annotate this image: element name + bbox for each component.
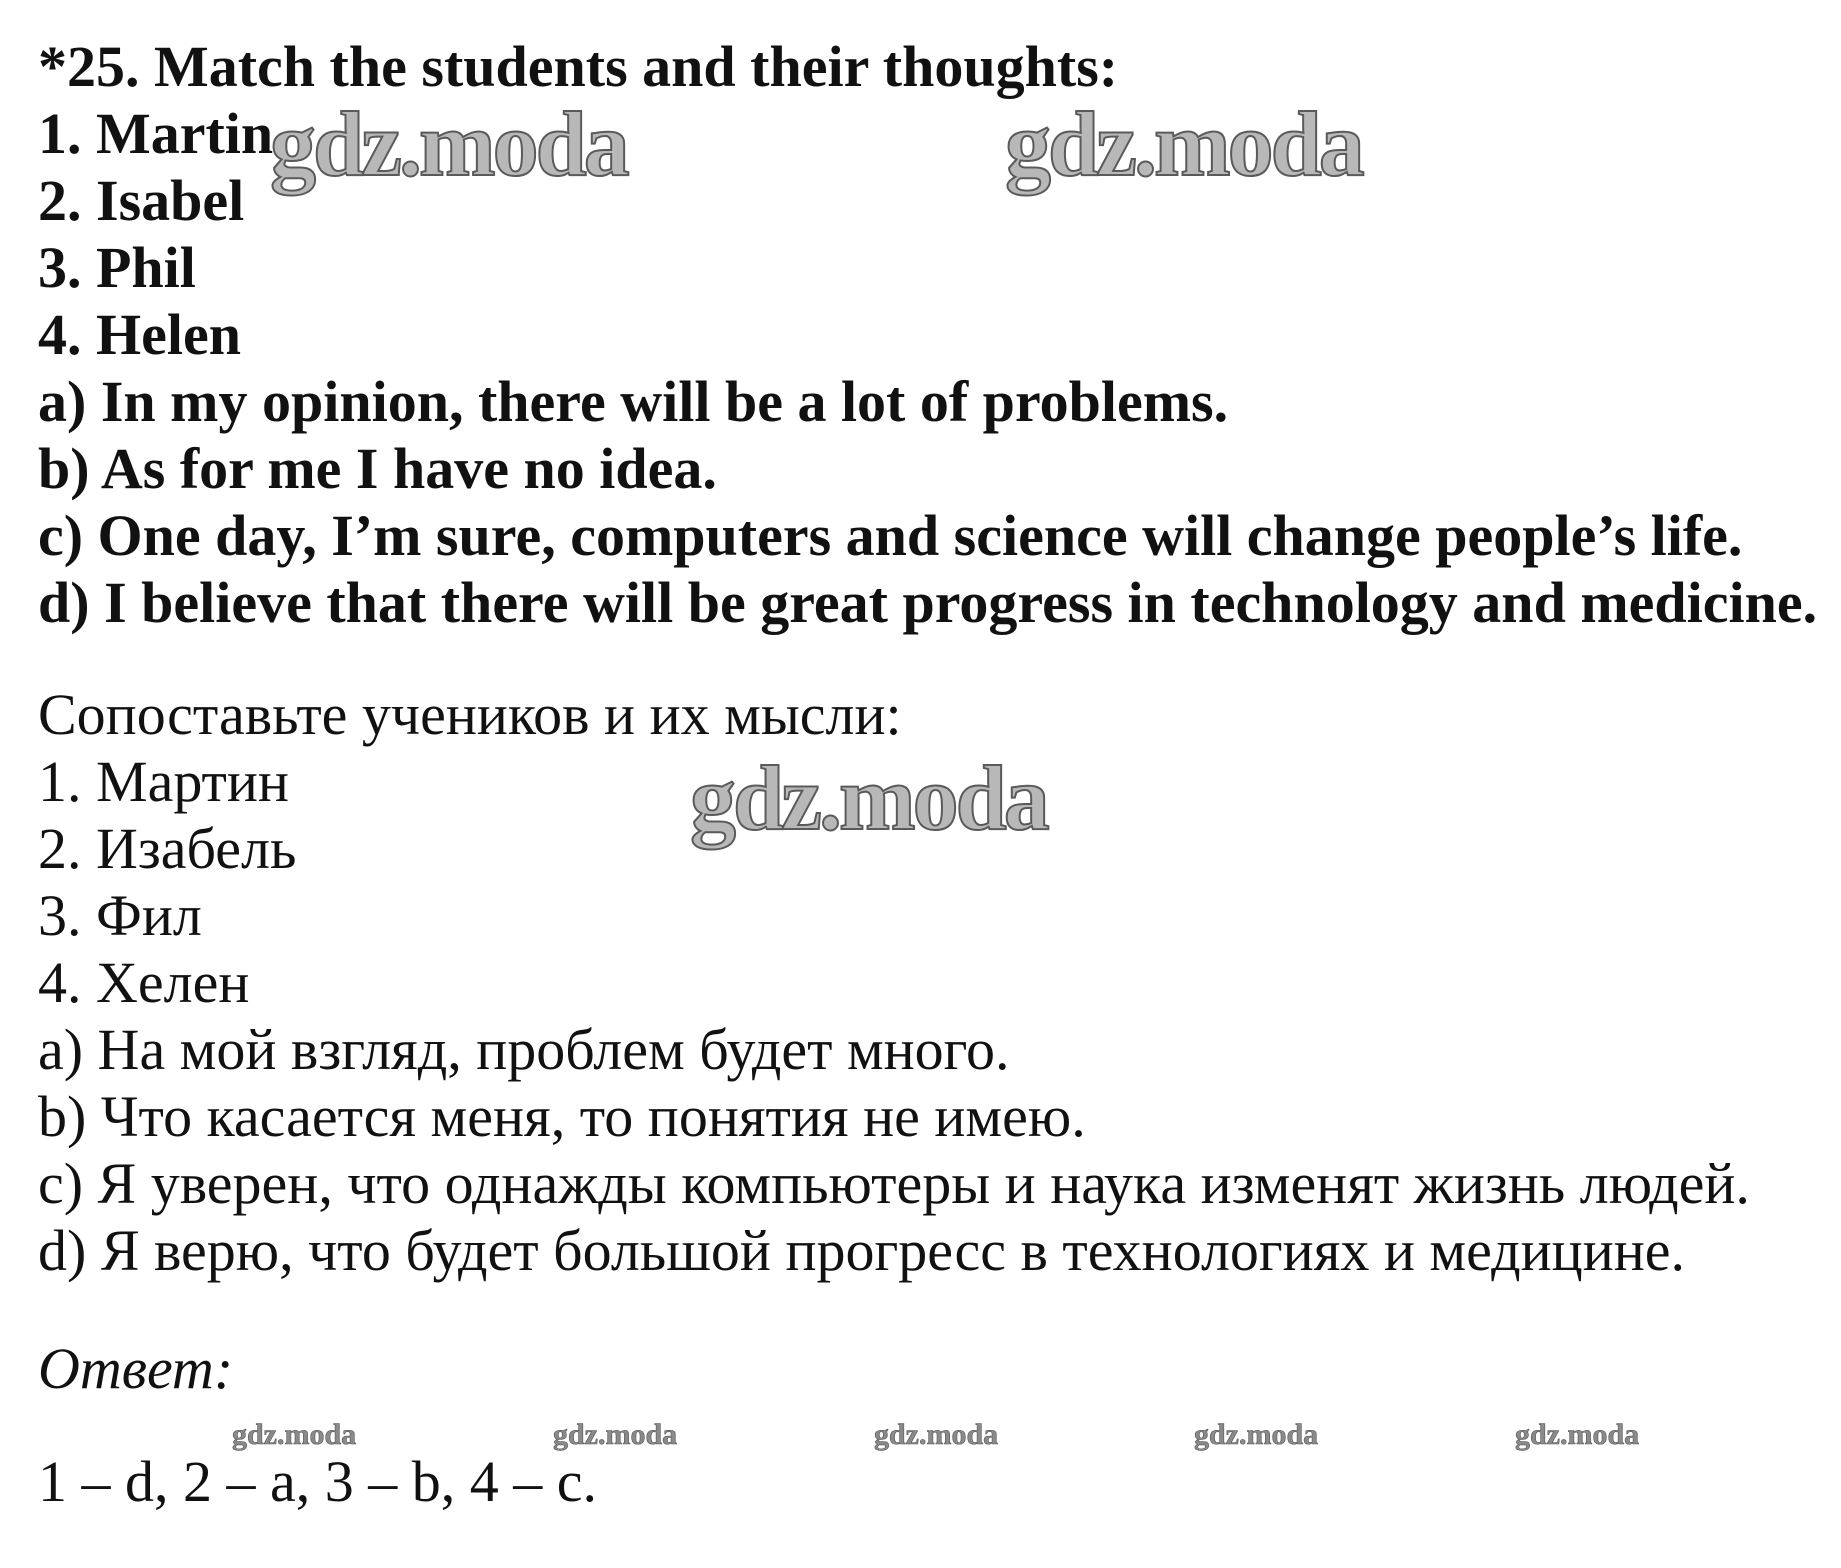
- translation-title: Сопоставьте учеников и их мысли:: [38, 682, 902, 747]
- student-item: 2. Isabel: [38, 168, 245, 233]
- translation-student-item: 4. Хелен: [38, 950, 250, 1015]
- translation-student-item: 3. Фил: [38, 883, 202, 948]
- watermark-logo: gdz.moda: [874, 1418, 999, 1451]
- thought-item: a) In my opinion, there will be a lot of problems.: [38, 369, 1229, 434]
- student-item: 4. Helen: [38, 302, 241, 367]
- translation-thought-item: d) Я верю, что будет большой прогресс в технологиях и медицине.: [38, 1218, 1686, 1283]
- watermark-logo: gdz.moda: [690, 747, 1047, 849]
- thought-item: b) As for me I have no idea.: [38, 436, 717, 501]
- thought-item: d) I believe that there will be great progress in technology and medicine.: [38, 570, 1818, 635]
- student-item: 1. Martin: [38, 101, 274, 166]
- watermark-logo: gdz.moda: [1005, 93, 1362, 195]
- translation-thought-item: а) На мой взгляд, проблем будет много.: [38, 1017, 1010, 1082]
- translation-student-item: 2. Изабель: [38, 816, 297, 881]
- watermark-logo: gdz.moda: [1194, 1418, 1319, 1451]
- student-item: 3. Phil: [38, 235, 196, 300]
- translation-thought-item: b) Что касается меня, то понятия не имею.: [38, 1084, 1086, 1149]
- watermark-logo: gdz.moda: [553, 1418, 678, 1451]
- watermark-logo: gdz.moda: [1515, 1418, 1640, 1451]
- translation-thought-item: с) Я уверен, что однажды компьютеры и наука изменят жизнь людей.: [38, 1151, 1750, 1216]
- task-title: *25. Match the students and their thoughts:: [38, 34, 1119, 99]
- thought-item: c) One day, I’m sure, computers and science will change people’s life.: [38, 503, 1743, 568]
- answer-label: Ответ:: [38, 1336, 234, 1401]
- answer-text: 1 – d, 2 – a, 3 – b, 4 – c.: [38, 1449, 597, 1514]
- watermark-logo: gdz.moda: [270, 93, 627, 195]
- translation-student-item: 1. Мартин: [38, 749, 289, 814]
- watermark-logo: gdz.moda: [232, 1418, 357, 1451]
